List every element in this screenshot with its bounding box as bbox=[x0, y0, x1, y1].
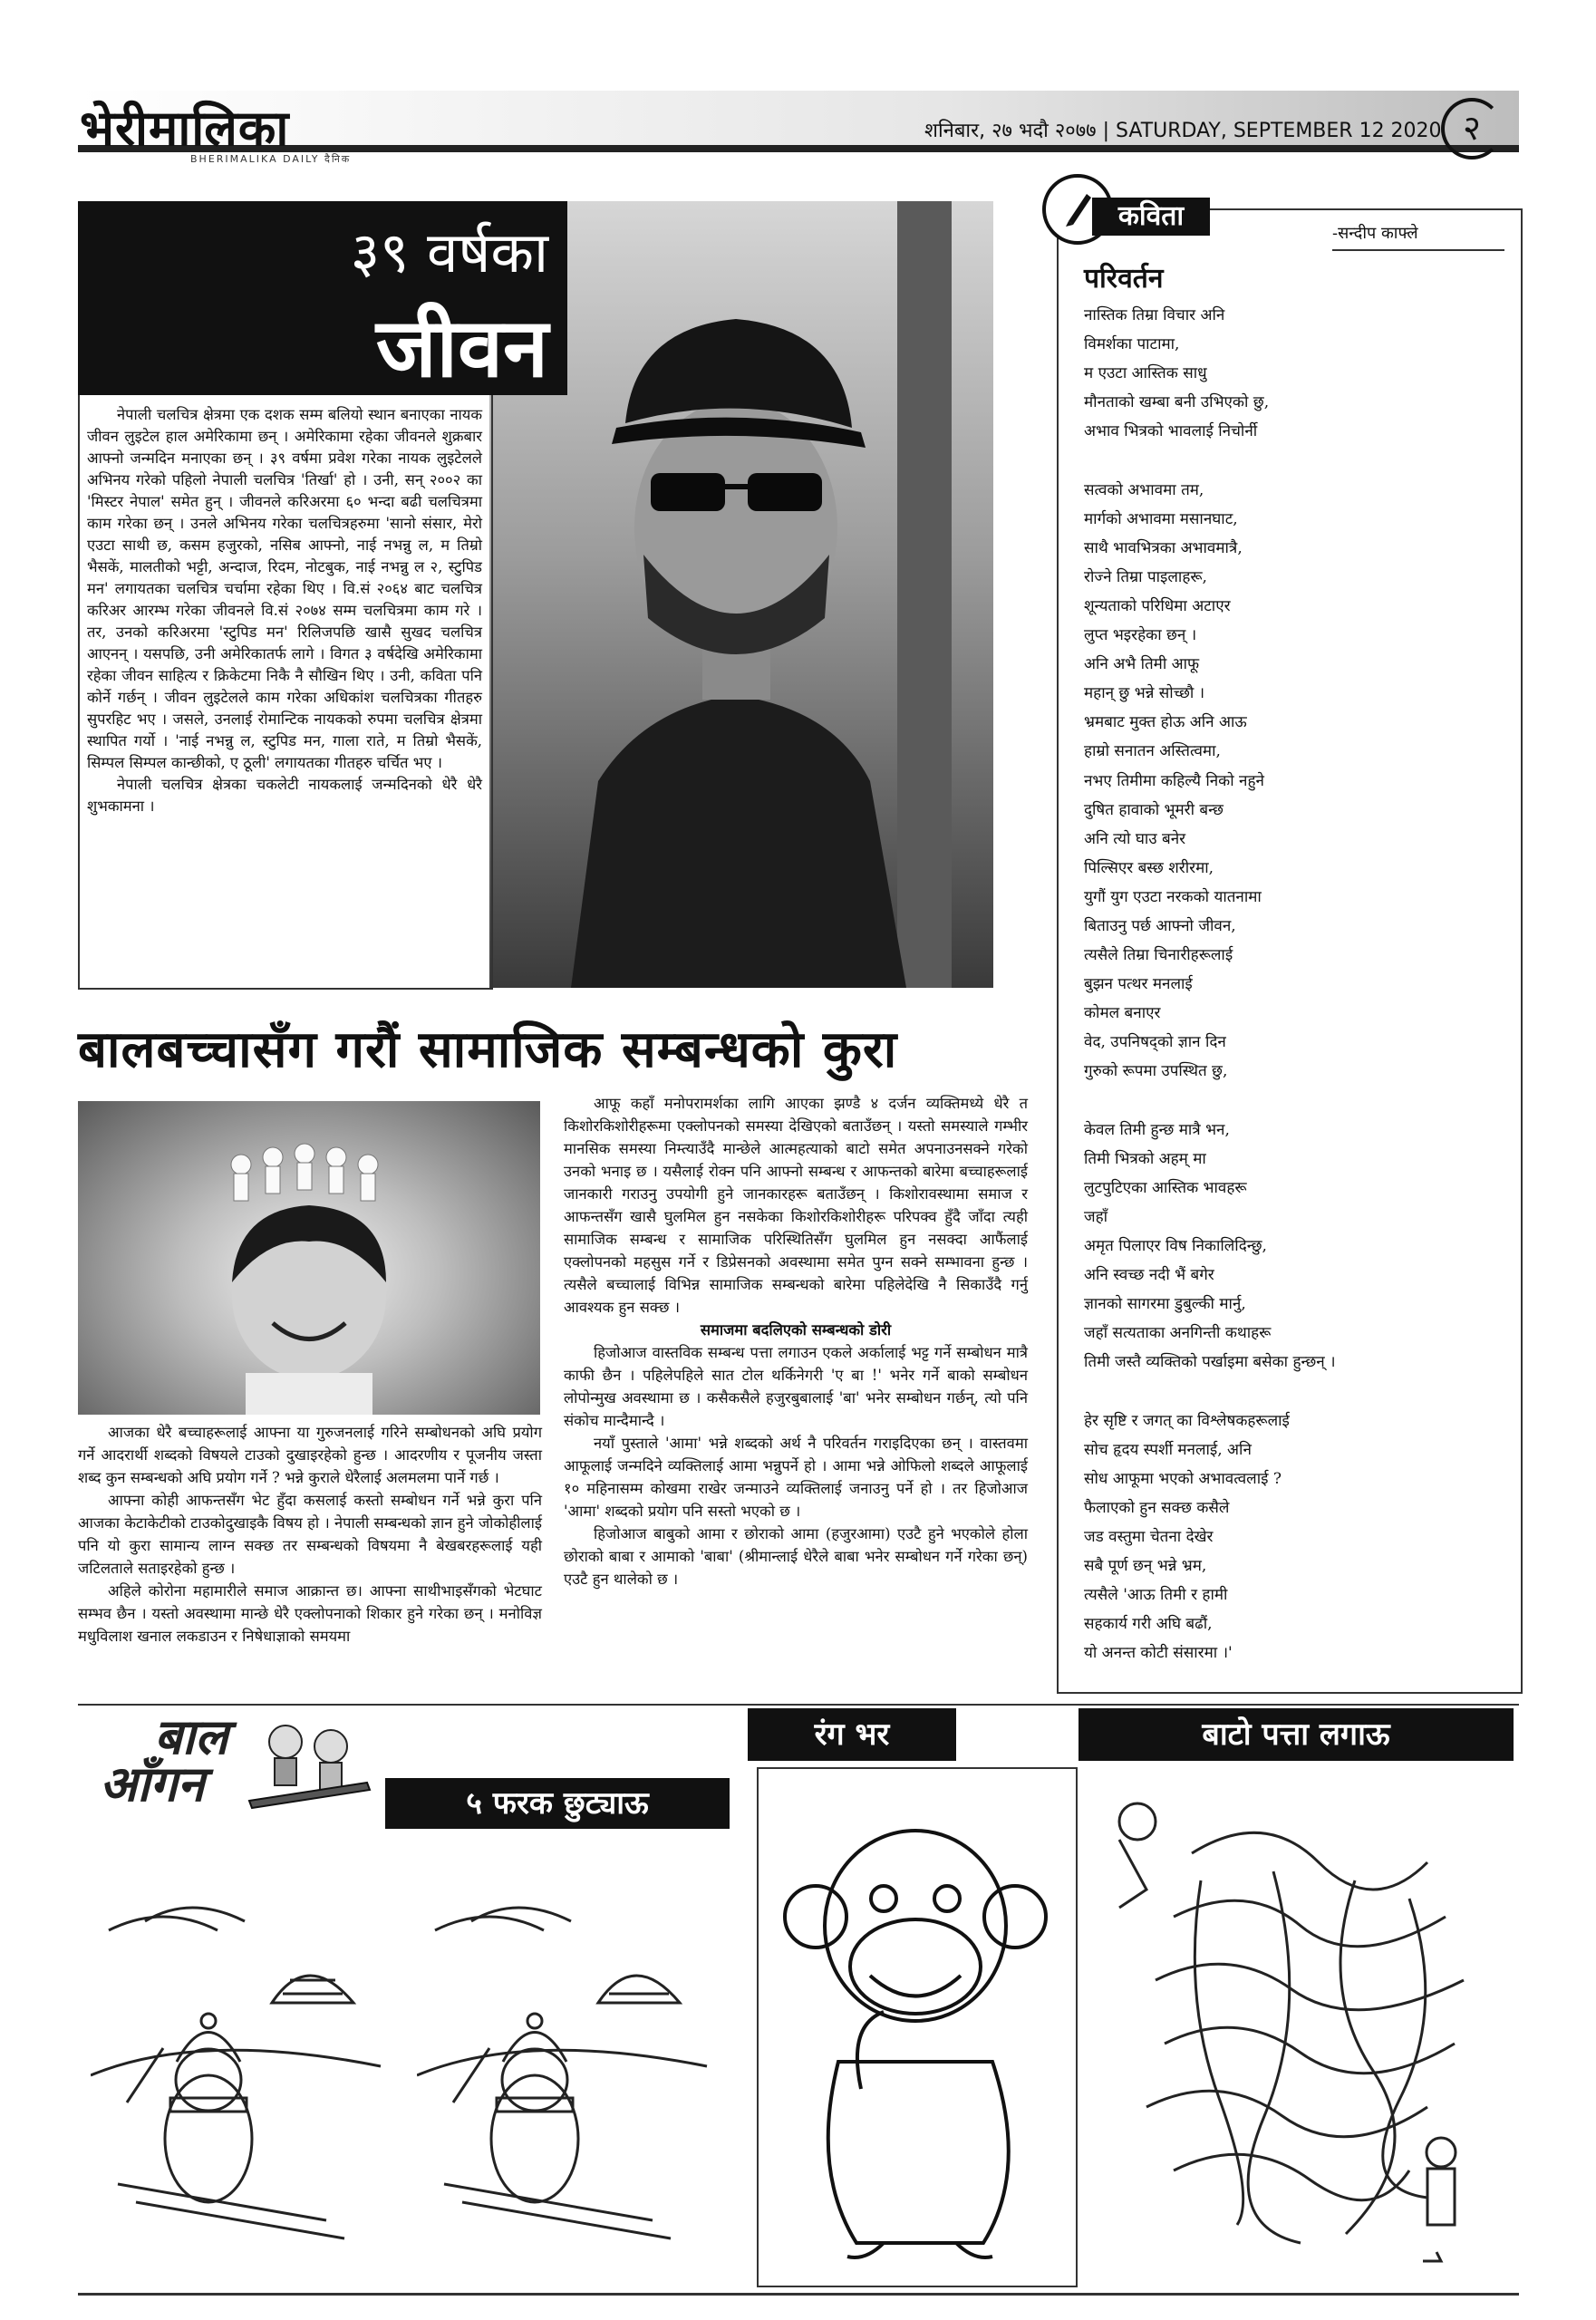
footer-rule bbox=[78, 2293, 1519, 2296]
article-paragraph: नयाँ पुस्ताले 'आमा' भन्ने शब्दको अर्थ नै परिवर्तन गराइदिएका छन् । वास्तवमा आफूलाई जन्मदिने व्यक्तिलाई आमा भन्नुपर्ने हो । आमा भन्ने ओफिलो शब्दले आफूलाई १० महिनासम्म कोखमा राखेर जन्माउने व्यक्तिलाई जनाउनु पर्ने हो । तर हिजोआज 'आमा' शब्दको प्रयोग पनि सस्तो भएको छ । bbox=[564, 1435, 1028, 1520]
article-paragraph: अहिले कोरोना महामारीले समाज आक्रान्त छ। आफ्ना साथीभाइसँगको भेटघाट सम्भव छैन । यस्तो अवस्थामा मान्छे धेरै एक्लोपनाको शिकार हुने गरेका छन् । मनोविज्ञ मधुविलाश खनाल लकडाउन र निषेधाज्ञाको समयमा bbox=[78, 1582, 542, 1645]
article-paragraph: आफू कहाँ मनोपरामर्शका लागि आएका झण्डै ४ दर्जन व्यक्तिमध्ये धेरै त किशोरकिशोरीहरूमा एक्लोपनको समस्या देखिएको बताउँछन् । यस्तो समस्याले गम्भीर मानसिक समस्या निम्त्याउँदै मान्छेले आत्महत्याको बाटो समेत अपनाउनसक्ने गरेको उनको भनाइ छ । यसैलाई रोक्न पनि आफ्नो सम्बन्ध र आफन्तको बारेमा बच्चाहरूलाई जानकारी गराउनु उपयोगी हुने जानकारहरू बताउँछन् । किशोरावस्थामा समाज र आफन्तसँग खासै घुलमिल हुन नसकेका किशोरकिशोरीहरू परिपक्व हुँदै जाँदा त्यही सामाजिक सम्बन्ध र सामाजिक परिस्थितिसँग घुलमिल हुन नसक्दा आफैंलाई एक्लोपनको महसुस गर्ने र डिप्रेसनको अवस्थामा समेत पुग्न सक्ने सम्भावना हुन्छ । त्यसैले बच्चालाई विभिन्न सामाजिक सम्बन्धको बारेमा पहिलेदेखि नै सिकाउँदै गर्नु आवश्यक हुन सक्छ । bbox=[564, 1095, 1028, 1316]
poem-body: नास्तिक तिम्रा विचार अनि विमर्शका पाटामा, म एउटा आस्तिक साधु मौनताको खम्बा बनी उभिएको छु, अभाव भित्रको भावलाई निचोर्नी सत्वको अभावमा तम, मार्गको अभावमा मसानघाट, साथै भावभित्रका अभावमात्रै, रोज्ने तिम्रा पाइलाहरू, शून्यताको परिधिमा अटाएर लुप्त भइरहेका छन् । अनि अभै तिमी आफू महान् छु भन्ने सोच्छौ । भ्रमबाट मुक्त होऊ अनि आऊ हाम्रो सनातन अस्तित्वमा, नभए तिमीमा कहिल्यै निको नहुने दुषित हावाको भूमरी बन्छ अनि त्यो घाउ बनेर पिल्सिएर बस्छ शरीरमा, युगौं युग एउटा नरकको यातनामा बिताउनु पर्छ आफ्नो जीवन, त्यसैले तिम्रा चिनारीहरूलाई बुझन पत्थर मनलाई कोमल बनाएर वेद, उपनिषद्को ज्ञान दिन गुरुको रूपमा उपस्थित छु, केवल तिमी हुन्छ मात्रै भन, तिमी भित्रको अहम् मा लुटपुटिएका आस्तिक भावहरू जहाँ अमृत पिलाएर विष निकालिदिन्छु, अनि स्वच्छ नदी भैं बगेर ज्ञानको सागरमा डुबुल्की मार्नु, जहाँ सत्यताका अनगिन्ती कथाहरू तिमी जस्तै व्यक्तिको पर्खाइमा बसेका हुन्छन् । हेर सृष्टि र जगत् का विश्लेषकहरूलाई सोच हृदय स्पर्शी मनलाई, अनि सोध आफूमा भएको अभावत्वलाई ? फैलाएको हुन सक्छ कसैले जड वस्तुमा चेतना देखेर सबै पूर्ण छन् भन्ने भ्रम, त्यसैले 'आऊ तिमी र हामी सहकार्य गरी अघि बढौं, यो अनन्त कोटी संसारमा ।' bbox=[1084, 306, 1336, 1663]
feature-paragraph: नेपाली चलचित्र क्षेत्रमा एक दशक सम्म बलियो स्थान बनाएका नायक जीवन लुइटेल हाल अमेरिकामा छन् । अमेरिकामा रहेका जीवनले शुक्रबार आफ्नो जन्मदिन मनाएका छन् । ३९ वर्षमा प्रवेश गरेका नायक लुइटेलले अभिनय गरेको पहिलो नेपाली चलचित्र 'तिर्खा' हो । उनी, सन् २००२ का 'मिस्टर नेपाल' समेत हुन् । जीवनले करिअरमा ६० भन्दा बढी चलचित्रमा काम गरेका छन् । उनले अभिनय गरेका चलचित्रहरुमा 'सानो संसार, मेरो एउटा साथी छ, कसम हजुरको, नसिब आफ्नो, नाई नभन्नु ल, म तिम्रो भैसकें, मालतीको भट्टी, अन्दाज, रिदम, नोटबुक, नाई नभन्नु ल २, स्टुपिड मन' लगायतका चलचित्र चर्चामा रहेका थिए । वि.सं २०६४ बाट चलचित्र करिअर आरम्भ गरेका जीवनले वि.सं २०७४ सम्म चलचित्रमा काम गरे । तर, उनको करिअरमा 'स्टुपिड मन' रिलिजपछि खासै सुखद चलचित्र आएनन् । यसपछि, उनी अमेरिकातर्फ लागे । विगत ३ वर्षदेखि अमेरिकामा रहेका जीवन साहित्य र क्रिकेटमा निकै नै सौखिन थिए । उनी, कविता पनि कोर्ने गर्छन् । जीवन लुइटेलले काम गरेका अधिकांश चलचित्रका गीतहरु सुपरहिट भए । जसले, उनलाई रोमान्टिक नायकको रुपमा चलचित्र क्षेत्रमा स्थापित गर्यो । 'नाई नभन्नु ल, स्टुपिड मन, गाला राते, म तिम्रो भैसकें, सिम्पल सिम्पल कान्छीको, ए ठूली' लगायतका गीतहरु चर्चित भए । bbox=[87, 406, 482, 771]
header-rule bbox=[78, 145, 1519, 152]
feature-paragraph: नेपाली चलचित्र क्षेत्रका चकलेटी नायकलाई जन्मदिनको धेरै धेरै शुभकामना । bbox=[87, 776, 482, 815]
feature-body bbox=[87, 404, 482, 817]
article-paragraph: हिजोआज बाबुको आमा र छोराको आमा (हजुरआमा) एउटै हुने भएकोले होला छोराको बाबा र आमाको 'बाबा' (श्रीमान्लाई धेरैले बाबा भनेर सम्बोधन गर्ने गरेका छन्) एउटै हुन थालेको छ । bbox=[564, 1525, 1028, 1588]
kids-title-line1: बाल bbox=[154, 1707, 228, 1765]
child-photo bbox=[78, 1101, 540, 1415]
poem-title: परिवर्तन bbox=[1084, 263, 1164, 295]
penguin-picture-right bbox=[417, 1894, 716, 2278]
feature-headline-line2: जीवन bbox=[375, 301, 548, 396]
article-paragraph: हिजोआज वास्तविक सम्बन्ध पत्ता लगाउन एकले अर्कालाई भट्ट गर्ने सम्बोधन मात्रै काफी छैन । पहिलेपहिले सात टोल थर्किनेगरी 'ए बा !' भनेर गर्ने बाको सम्बोधन लोपोन्मुख अवस्थामा छ । कसैकसैले हजुरबुबालाई 'बा' भनेर सम्बोधन गर्छन्, त्यो पनि संकोच मान्दैमान्दै । bbox=[564, 1344, 1028, 1429]
article-column-right bbox=[564, 1092, 1028, 1590]
kids-mascot-icon bbox=[245, 1715, 372, 1827]
article-subheading: समाजमा बदलिएको सम्बन्धको डोरी bbox=[700, 1321, 892, 1339]
issue-date: शनिबार, २७ भदौ २०७७ | SATURDAY, SEPTEMBER 12 2020 bbox=[924, 120, 1442, 142]
article-column-left bbox=[78, 1421, 542, 1648]
masthead-logo: भेरीमालिका bbox=[80, 99, 290, 157]
feature-headline-line1: ३९ वर्षका bbox=[350, 219, 548, 285]
kids-title-line2: आँगन bbox=[100, 1754, 205, 1812]
page-number: २ bbox=[1441, 98, 1503, 160]
section-rule bbox=[78, 1704, 1519, 1706]
coloring-banner: रंग भर bbox=[748, 1708, 956, 1761]
monkey-drawing bbox=[775, 1790, 1056, 2274]
article-paragraph: आफ्ना कोही आफन्तसँग भेट हुँदा कसलाई कस्तो सम्बोधन गर्ने भन्ने कुरा पनि आजका केटाकेटीको टाउकोदुखाइकै विषय हो । नेपाली सम्बन्धको ज्ञान हुने जोकोहीलाई पनि यो कुरा सामान्य लाग्न सक्छ तर सम्बन्धको विषयमा नै बेखबरहरूलाई यही जटिलताले सताइरहेको हुन्छ । bbox=[78, 1492, 542, 1577]
poem-author: -सन्दीप काफ्ले bbox=[1332, 222, 1504, 251]
kids-corner-title bbox=[100, 1707, 228, 1812]
poem-section-label: कविता bbox=[1092, 198, 1210, 236]
spot-difference-banner: ५ फरक छुट्याऊ bbox=[385, 1778, 730, 1829]
maze-puzzle bbox=[1083, 1772, 1509, 2287]
article-headline: बालबच्चासँग गरौं सामाजिक सम्बन्धको कुरा bbox=[78, 1020, 898, 1079]
penguin-picture-left bbox=[91, 1894, 390, 2278]
masthead-subtitle: BHERIMALIKA DAILY दैनिक bbox=[190, 153, 352, 165]
article-paragraph: आजका धेरै बच्चाहरूलाई आफ्ना या गुरुजनलाई गरिने सम्बोधनको अघि प्रयोग गर्ने आदरार्थी शब्दको विषयले टाउको दुखाइरहेको हुन्छ । आदरणीय र पूजनीय जस्ता शब्द कुन सम्बन्धको अघि प्रयोग गर्ने ? भन्ने कुराले धेरैलाई अलमलमा पार्ने गर्छ । bbox=[78, 1424, 542, 1486]
maze-banner: बाटो पत्ता लगाऊ bbox=[1079, 1708, 1514, 1761]
